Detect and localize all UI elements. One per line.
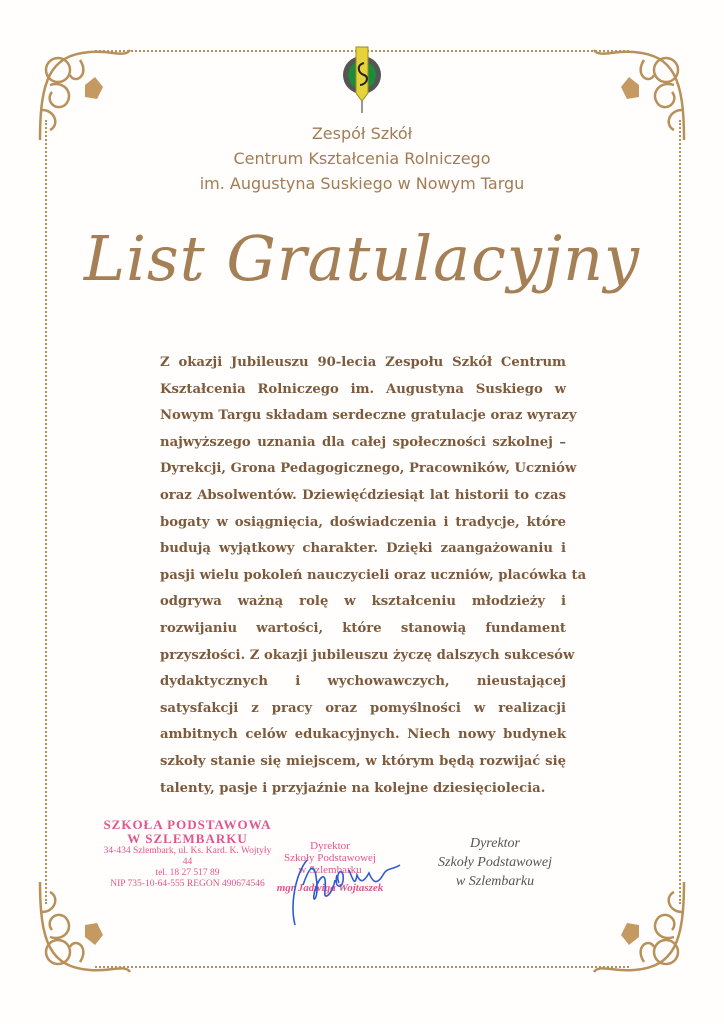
body-line: rozwijaniu wartości, które stanowią fundament xyxy=(160,620,566,636)
school-logo-icon xyxy=(340,45,384,115)
body-line: bogaty w osiągnięcia, doświadczenia i tradycje, które xyxy=(160,514,566,530)
body-line: odgrywa ważną rolę w kształceniu młodzieży i xyxy=(160,594,566,610)
body-line: dydaktycznych i wychowawczych, nieustającej xyxy=(160,674,566,690)
body-line: budują wyjątkowy charakter. Dzięki zaangażowaniu i xyxy=(160,541,566,557)
body-line: Nowym Targu składam serdeczne gratulacje oraz wyrazy xyxy=(160,408,577,424)
body-line: ambitnych celów edukacyjnych. Niech nowy budynek xyxy=(160,727,566,743)
signature-line-1: Dyrektor xyxy=(469,836,521,851)
corner-ornament-icon xyxy=(584,872,694,982)
signature-line-3: w Szlembarku xyxy=(455,874,535,889)
body-line: Z okazji Jubileuszu 90-lecia Zespołu Szkół Centrum xyxy=(160,355,566,370)
body-line: oraz Absolwentów. Dziewięćdziesiąt lat historii to czas xyxy=(160,487,566,503)
body-line: satysfakcji z pracy oraz pomyślności w realizacji xyxy=(160,700,566,716)
stamp-name-2: W SZLEMBARKU xyxy=(127,831,248,846)
body-line: talenty, pasje i przyjaźnie na kolejne dziesięciolecia. xyxy=(160,780,546,796)
signature-line-2: Szkoły Podstawowej xyxy=(438,855,552,870)
header-line-1: Zespół Szkół xyxy=(311,124,413,143)
stamp-address: 34-434 Szlembark, ul. Ks. Kard. K. Wojtyły 44 xyxy=(103,846,272,867)
body-line: Kształcenia Rolniczego im. Augustyna Suskiego w xyxy=(160,381,566,397)
school-stamp xyxy=(100,818,275,890)
body-line: Dyrekcji, Grona Pedagogicznego, Pracowników, Uczniów xyxy=(160,461,577,477)
body-line: pasji wielu pokoleń nauczycieli oraz uczniów, placówka ta xyxy=(160,567,587,583)
director-name: mgr Jadwiga Wojtaszek xyxy=(276,882,384,894)
director-stamp-line-1: Dyrektor xyxy=(310,840,350,852)
stamp-name-1: SZKOŁA PODSTAWOWA xyxy=(103,817,272,832)
header-line-3: im. Augustyna Suskiego w Nowym Targu xyxy=(199,174,525,193)
body-line: najwyższego uznania dla całej społeczności szkolnej – xyxy=(160,434,566,450)
certificate-title: List Gratulacyjny xyxy=(83,222,641,295)
stamp-phone: tel. 18 27 517 89 xyxy=(155,868,220,878)
body-line: szkoły stanie się miejscem, w którym będą rozwijać się xyxy=(160,753,566,769)
certificate-body xyxy=(160,350,587,802)
director-stamp-line-2: Szkoły Podstawowej xyxy=(284,852,376,864)
body-line: przyszłości. Z okazji jubileuszu życzę dalszych sukcesów xyxy=(160,647,575,663)
header-line-2: Centrum Kształcenia Rolniczego xyxy=(233,149,491,168)
dotted-border-bottom xyxy=(95,966,629,968)
signature-block xyxy=(430,834,560,891)
handwritten-signature-icon xyxy=(265,845,405,930)
director-stamp-line-3: w Szlembarku xyxy=(298,864,362,876)
stamp-ids: NIP 735-10-64-555 REGON 490674546 xyxy=(110,879,265,889)
